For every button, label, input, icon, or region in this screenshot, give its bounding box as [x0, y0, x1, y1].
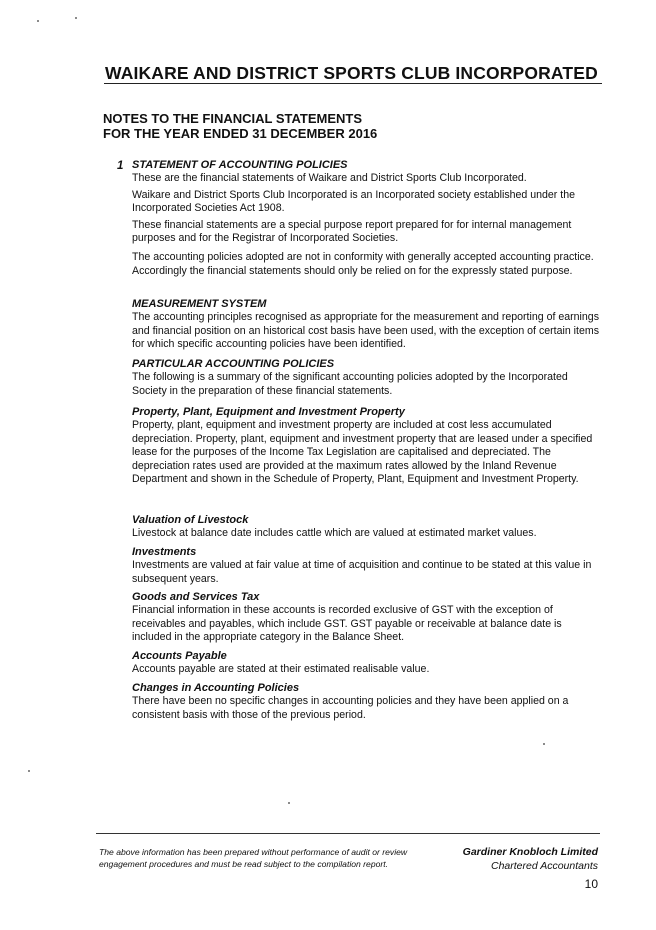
subsection-gst — [132, 591, 602, 645]
subsection-text: Accounts payable are stated at their estimated realisable value. — [132, 663, 430, 676]
footer-rule — [96, 833, 600, 834]
scan-speck — [75, 17, 77, 19]
subsection-livestock — [132, 514, 602, 541]
subsection-text: There have been no specific changes in accounting policies and they have been applied on a consistent basis with those of the previous period. — [132, 695, 569, 721]
subsection-particular — [132, 358, 602, 398]
disclaimer-line: engagement procedures and must be read subject to the compilation report. — [99, 859, 389, 869]
disclaimer-line: The above information has been prepared without performance of audit or review — [99, 847, 408, 857]
subsection-heading: Changes in Accounting Policies — [132, 682, 300, 694]
section-paragraph: Waikare and District Sports Club Incorporated is an Incorporated society established under the Incorporated Societies Act 1908. — [132, 188, 576, 215]
subsection-text: Investments are valued at fair value at time of acquisition and continue to be stated at this value in subsequent years. — [132, 559, 592, 585]
page-number: 10 — [584, 877, 598, 891]
subsection-changes — [132, 682, 602, 722]
subsection-heading: MEASUREMENT SYSTEM — [132, 298, 267, 310]
scan-speck — [543, 743, 545, 745]
section-paragraph: The accounting policies adopted are not in conformity with generally accepted accounting practice. Accordingly the financial statements should only be relied on for the expressly stated purpose. — [132, 251, 594, 277]
footer-firm — [430, 846, 598, 873]
period-title: FOR THE YEAR ENDED 31 DECEMBER 2016 — [103, 126, 378, 141]
section-paragraph: These financial statements are a special purpose report prepared for for internal management purposes and for the Registrar of Incorporated Societies. — [132, 218, 572, 245]
subsection-measurement — [132, 298, 602, 352]
firm-type: Chartered Accountants — [490, 859, 598, 872]
footer-disclaimer — [99, 846, 439, 870]
subsection-heading: PARTICULAR ACCOUNTING POLICIES — [132, 358, 335, 370]
subsection-heading: Valuation of Livestock — [132, 514, 249, 526]
subsection-heading: Investments — [132, 546, 197, 558]
subsection-text: The accounting principles recognised as appropriate for the measurement and reporting of earnings and financial position on an historical cost basis have been used, with the exception of certain items for which specific accounting policies have been identified. — [132, 311, 599, 351]
scan-speck — [37, 20, 39, 22]
section-title: STATEMENT OF ACCOUNTING POLICIES — [132, 159, 348, 171]
subsection-text: Livestock at balance date includes cattle which are valued at estimated market values. — [132, 527, 537, 540]
subsection-payable — [132, 650, 602, 677]
title-underline — [104, 83, 602, 84]
subsection-text: Property, plant, equipment and investment property are included at cost less accumulated depreciation. Property, plant, equipment and investment property that are leased under a specified lease for the purposes of the Income Tax Legislation are capitalised and depreciated. The depreciation rates used are provided at the maximum rates allowed by the Inland Revenue Department and shown in the Schedule of Property, Plant, Equipment and Investment Property. — [132, 419, 593, 486]
section-number: 1 — [117, 160, 124, 172]
section-policies — [132, 159, 602, 278]
scan-speck — [28, 770, 30, 772]
subsection-text: The following is a summary of the significant accounting policies adopted by the Incorporated Society in the preparation of these financial statements. — [132, 371, 568, 397]
notes-title: NOTES TO THE FINANCIAL STATEMENTS — [103, 111, 363, 126]
subsection-heading: Property, Plant, Equipment and Investment Property — [132, 406, 405, 418]
scan-speck — [288, 802, 290, 804]
firm-name: Gardiner Knobloch Limited — [462, 846, 598, 858]
subsection-heading: Accounts Payable — [132, 650, 227, 662]
organisation-title: WAIKARE AND DISTRICT SPORTS CLUB INCORPORATED — [105, 63, 598, 83]
subsection-heading: Goods and Services Tax — [132, 591, 260, 603]
subsection-property — [132, 406, 602, 486]
subsection-text: Financial information in these accounts is recorded exclusive of GST with the exception of receivables and payables, which include GST. GST payable or receivable at balance date is included in the appropriate category in the Balance Sheet. — [132, 604, 562, 644]
subsection-investments — [132, 546, 602, 586]
section-paragraph: These are the financial statements of Waikare and District Sports Club Incorporated. — [132, 172, 527, 185]
